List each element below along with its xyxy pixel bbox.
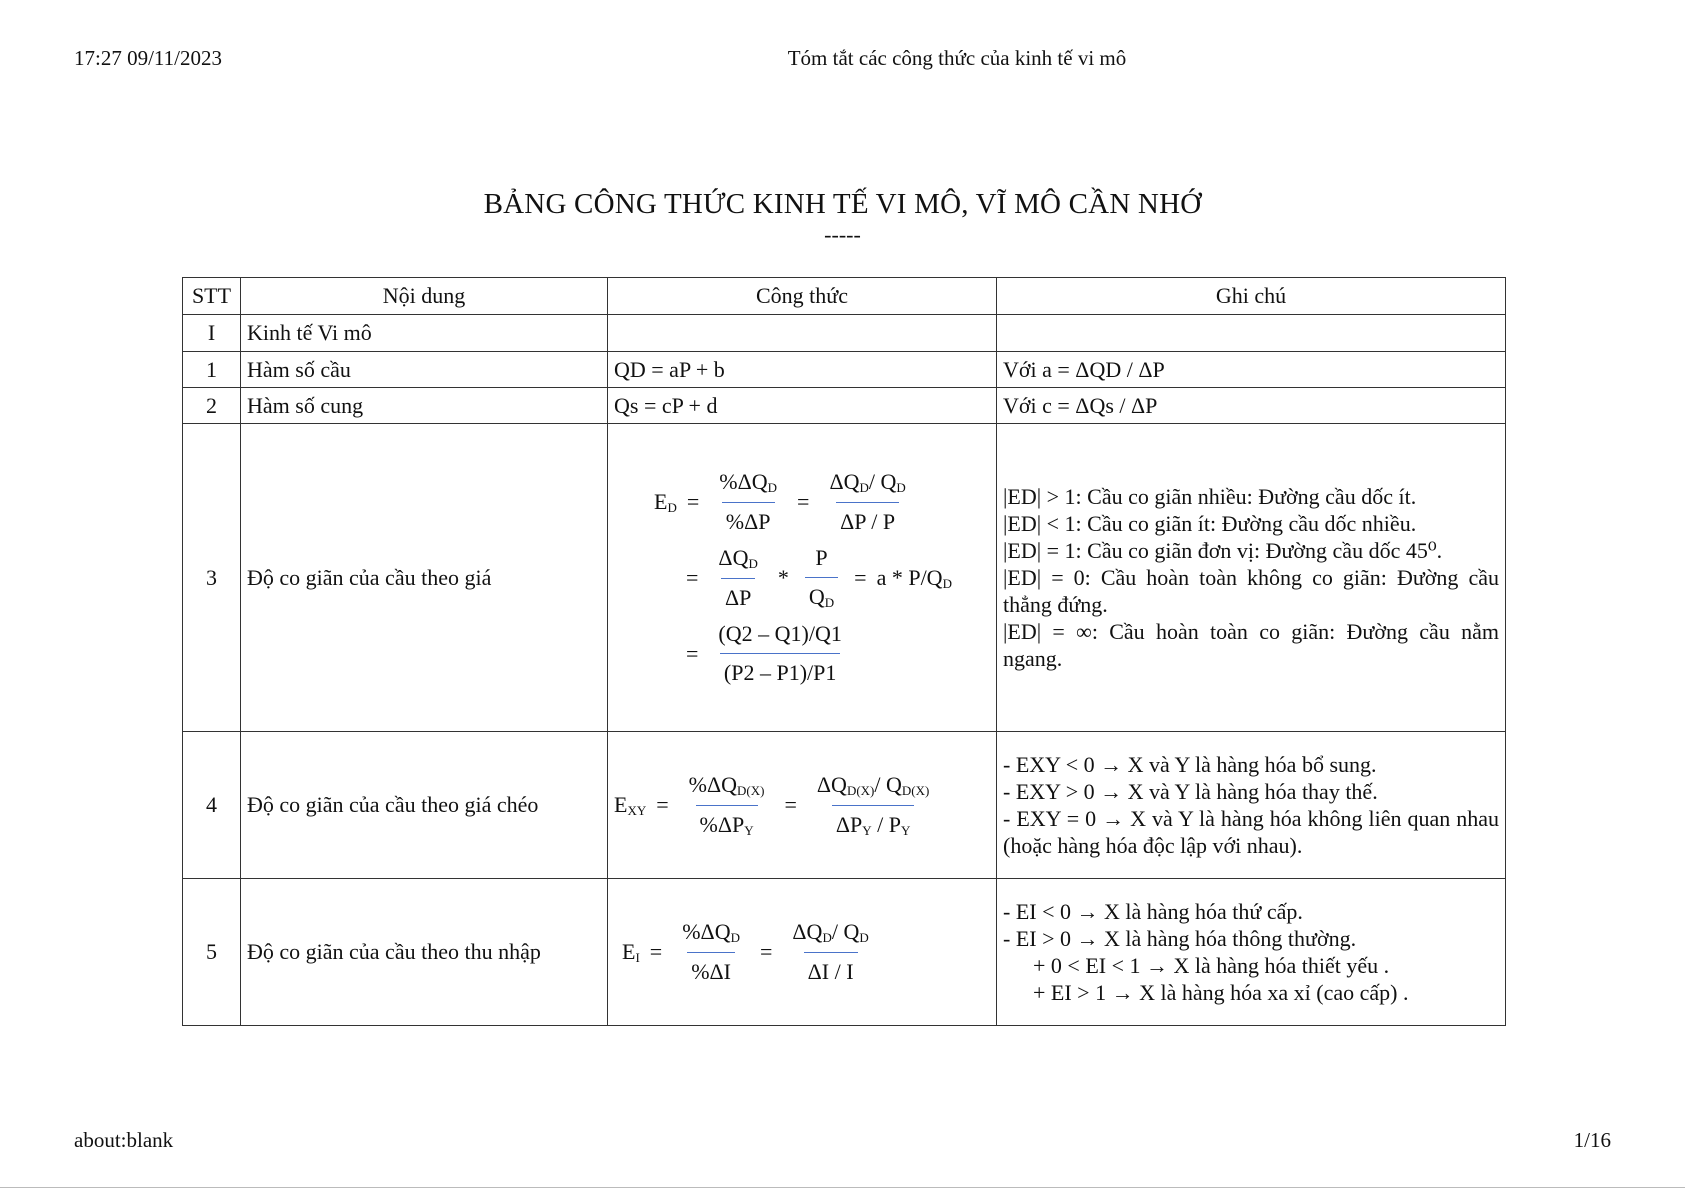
print-tab-title: Tóm tắt các công thức của kinh tế vi mô bbox=[787, 46, 1127, 70]
document-title: BẢNG CÔNG THỨC KINH TẾ VI MÔ, VĨ MÔ CẦN NHỚ bbox=[483, 188, 1202, 220]
table-row bbox=[183, 388, 1506, 424]
fraction: $\frac{\%\Delta Q_D}{\%\Delta I}$ bbox=[682, 919, 740, 984]
fraction: $\frac{\Delta Q_D/ Q_D}{\Delta I / I}$ bbox=[792, 919, 869, 984]
row-note bbox=[997, 424, 1506, 732]
table-row bbox=[183, 424, 1506, 732]
note-line: + EI > 1 → X là hàng hóa xa xỉ (cao cấp) . bbox=[1033, 980, 1409, 1005]
formula-result: a * $P/Q_D$ bbox=[876, 564, 952, 591]
fraction: $\frac{\Delta Q_D/ Q_D}{\Delta P / P}$ bbox=[829, 469, 906, 534]
row-note bbox=[997, 879, 1506, 1026]
row-formula: QD = aP + b bbox=[608, 352, 997, 388]
row-stt: 3 bbox=[183, 424, 241, 732]
row-content: Độ co giãn của cầu theo giá chéo bbox=[241, 732, 608, 879]
fraction: $\frac{(Q2 - Q1)/Q1}{(P2 - P1)/P1}$ bbox=[718, 621, 842, 685]
empty-cell bbox=[608, 315, 997, 352]
note-line: - EXY > 0 → X và Y là hàng hóa thay thế. bbox=[1003, 779, 1378, 804]
note-line: |ED| = ∞: Cầu hoàn toàn co giãn: Đường cầu nằm ngang. bbox=[1003, 619, 1499, 671]
note-line: |ED| > 1: Cầu co giãn nhiều: Đường cầu dốc ít. bbox=[1003, 484, 1417, 509]
income-elasticity-formula: $E_I$ = $\frac{\%\Delta Q_D}{\%\Delta I}$ = $\frac{\Delta Q_D/ Q_D}{\Delta I / I}$ bbox=[614, 919, 990, 985]
row-stt: 4 bbox=[183, 732, 241, 879]
row-note: Với a = ΔQD / ΔP bbox=[997, 352, 1506, 388]
empty-cell bbox=[997, 315, 1506, 352]
fraction: $\frac{P}{Q_D}$ bbox=[805, 545, 838, 611]
fraction: $\frac{\Delta Q_{D(X)}/ Q_{D(X)}}{\Delta P_Y / P_Y}$ bbox=[816, 771, 930, 838]
row-stt: 5 bbox=[183, 879, 241, 1026]
note-line: + 0 < EI < 1 → X là hàng hóa thiết yếu . bbox=[1033, 953, 1390, 978]
table-row bbox=[183, 352, 1506, 388]
header-note: Ghi chú bbox=[997, 278, 1506, 315]
row-note: Với c = ΔQs / ΔP bbox=[997, 388, 1506, 424]
section-stt: I bbox=[183, 315, 241, 352]
row-content: Độ co giãn của cầu theo giá bbox=[241, 424, 608, 732]
note-line: - EXY < 0 → X và Y là hàng hóa bổ sung. bbox=[1003, 752, 1377, 777]
formula-table bbox=[182, 277, 1506, 1026]
header-stt: STT bbox=[183, 278, 241, 315]
page-edge-divider bbox=[0, 1187, 1685, 1188]
formula-line: $E_D$ = $\frac{\%\Delta Q_D}{\%\Delta P}$ = $\frac{\Delta Q_D/ Q_D}{\Delta P / P}$ bbox=[654, 469, 916, 535]
row-stt: 2 bbox=[183, 388, 241, 424]
row-note bbox=[997, 732, 1506, 879]
header-formula: Công thức bbox=[608, 278, 997, 315]
price-elasticity-formula bbox=[614, 469, 990, 686]
header-content: Nội dung bbox=[241, 278, 608, 315]
section-row bbox=[183, 315, 1506, 352]
note-line: - EXY = 0 → X và Y là hàng hóa không liên quan nhau (hoặc hàng hóa độc lập với nhau). bbox=[1003, 806, 1499, 858]
row-content: Hàm số cung bbox=[241, 388, 608, 424]
print-datetime: 17:27 09/11/2023 bbox=[74, 46, 222, 70]
table-row bbox=[183, 879, 1506, 1026]
note-line: |ED| = 1: Cầu co giãn đơn vị: Đường cầu dốc 45⁰. bbox=[1003, 538, 1443, 563]
row-formula bbox=[608, 879, 997, 1026]
print-url: about:blank bbox=[74, 1128, 174, 1152]
elasticity-symbol: $E_{XY}$ bbox=[614, 791, 647, 818]
note-line: |ED| < 1: Cầu co giãn ít: Đường cầu dốc nhiều. bbox=[1003, 511, 1417, 536]
table-header-row bbox=[183, 278, 1506, 315]
section-title: Kinh tế Vi mô bbox=[241, 315, 608, 352]
title-separator: ----- bbox=[824, 222, 861, 247]
elasticity-symbol: $E_D$ bbox=[654, 488, 677, 515]
row-formula bbox=[608, 424, 997, 732]
row-stt: 1 bbox=[183, 352, 241, 388]
page-number: 1/16 bbox=[1573, 1128, 1611, 1152]
fraction: $\frac{\%\Delta Q_{D(X)}}{\%\Delta P_Y}$ bbox=[688, 771, 765, 838]
formula-line: = $\frac{\Delta Q_D}{\Delta P}$ * $\frac{P}{Q_D}$ = a * $P/Q_D$ bbox=[686, 545, 952, 610]
fraction: $\frac{\%\Delta Q_D}{\%\Delta P}$ bbox=[719, 469, 778, 534]
note-line: |ED| = 0: Cầu hoàn toàn không co giãn: Đường cầu thẳng đứng. bbox=[1003, 565, 1499, 617]
fraction: $\frac{\Delta Q_D}{\Delta P}$ bbox=[718, 545, 758, 610]
row-formula: Qs = cP + d bbox=[608, 388, 997, 424]
note-line: - EI > 0 → X là hàng hóa thông thường. bbox=[1003, 926, 1357, 951]
table-row bbox=[183, 732, 1506, 879]
elasticity-symbol: $E_I$ bbox=[622, 938, 640, 965]
formula-line: = $\frac{(Q2 - Q1)/Q1}{(P2 - P1)/P1}$ bbox=[654, 621, 852, 686]
row-content: Hàm số cầu bbox=[241, 352, 608, 388]
cross-elasticity-formula: $E_{XY}$ = $\frac{\%\Delta Q_{D(X)}}{\%\Delta P_Y}$ = $\frac{\Delta Q_{D(X)}/ Q_{D(X)}}{\Delta P_Y / P_Y}$ bbox=[614, 772, 990, 839]
note-line: - EI < 0 → X là hàng hóa thứ cấp. bbox=[1003, 899, 1303, 924]
row-content: Độ co giãn của cầu theo thu nhập bbox=[241, 879, 608, 1026]
row-formula bbox=[608, 732, 997, 879]
